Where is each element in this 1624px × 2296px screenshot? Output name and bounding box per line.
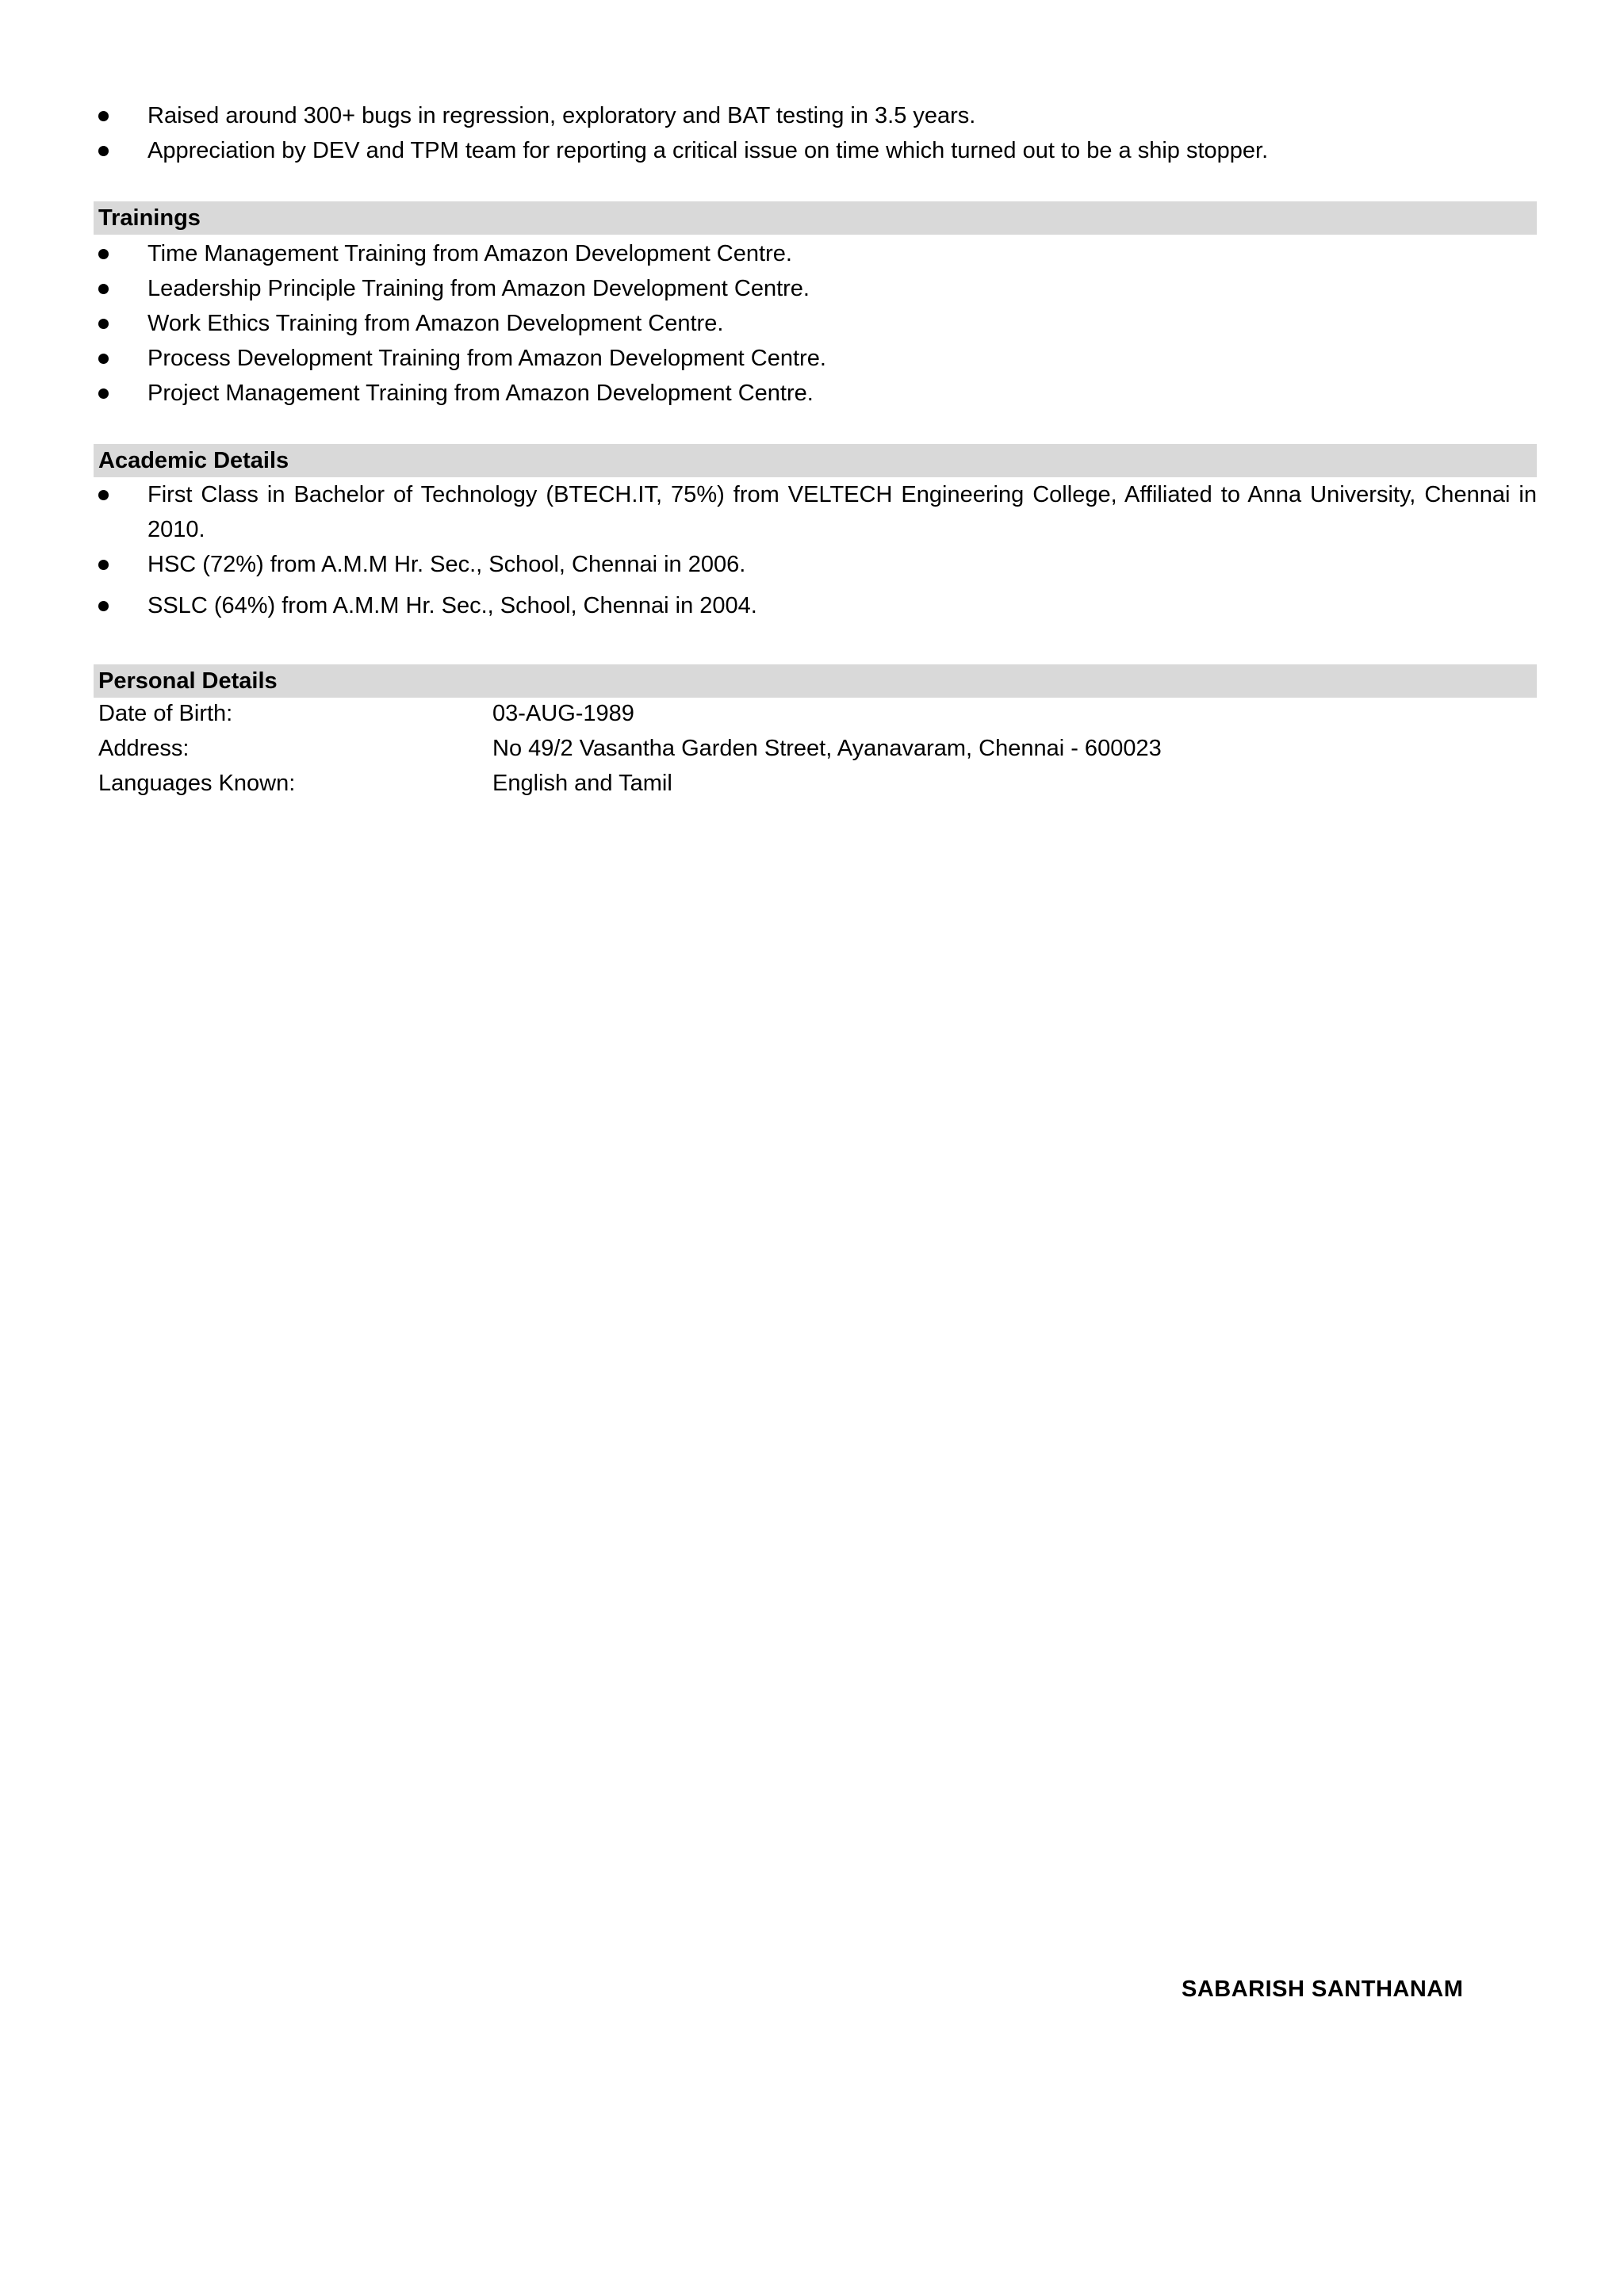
- training-text: Work Ethics Training from Amazon Development Centre.: [147, 311, 724, 336]
- section-title: Personal Details: [98, 668, 278, 694]
- training-text: Project Management Training from Amazon Development Centre.: [147, 381, 814, 406]
- training-text: Process Development Training from Amazon Development Centre.: [147, 346, 826, 371]
- academic-text: First Class in Bachelor of Technology (BTECH.IT, 75%) from VELTECH Engineering College, Affiliated to Anna University, Chennai in 2010.: [147, 482, 1537, 542]
- bullet-icon: [98, 560, 109, 570]
- bullet-icon: [98, 111, 109, 121]
- list-item: [95, 306, 1537, 341]
- detail-value: 03-AUG-1989: [492, 701, 634, 726]
- personal-details-table: [98, 696, 1526, 801]
- trainings-list: [95, 236, 1537, 411]
- bullet-icon: [98, 388, 109, 399]
- detail-value: No 49/2 Vasantha Garden Street, Ayanavaram, Chennai - 600023: [492, 736, 1162, 761]
- list-item: [95, 133, 1537, 168]
- bullet-icon: [98, 354, 109, 364]
- detail-label: Date of Birth:: [98, 701, 233, 726]
- detail-label: Languages Known:: [98, 771, 296, 796]
- academic-text: HSC (72%) from A.M.M Hr. Sec., School, Chennai in 2006.: [147, 552, 746, 577]
- academic-text: SSLC (64%) from A.M.M Hr. Sec., School, Chennai in 2004.: [147, 593, 757, 618]
- training-text: Leadership Principle Training from Amazon Development Centre.: [147, 276, 810, 301]
- bullet-icon: [98, 601, 109, 611]
- list-item: [95, 588, 1537, 623]
- bullet-icon: [98, 249, 109, 259]
- bullet-icon: [98, 490, 109, 500]
- achievements-list: [95, 98, 1537, 168]
- signature-name: SABARISH SANTHANAM: [1182, 1976, 1464, 2002]
- list-item: [95, 376, 1537, 411]
- achievement-text: Appreciation by DEV and TPM team for reporting a critical issue on time which turned out to be a ship stopper.: [147, 138, 1269, 163]
- detail-row: [98, 696, 1526, 731]
- bullet-icon: [98, 146, 109, 156]
- list-item: [95, 341, 1537, 376]
- academic-section-header: [94, 444, 1537, 477]
- academic-list: [95, 477, 1537, 623]
- list-item: [95, 236, 1537, 271]
- detail-value: English and Tamil: [492, 771, 672, 796]
- section-title: Academic Details: [98, 448, 289, 473]
- list-item: [95, 271, 1537, 306]
- detail-label: Address:: [98, 736, 190, 761]
- detail-row: [98, 731, 1526, 766]
- personal-section-header: [94, 664, 1537, 698]
- bullet-icon: [98, 319, 109, 329]
- list-item: [95, 547, 1537, 582]
- detail-row: [98, 766, 1526, 801]
- bullet-icon: [98, 284, 109, 294]
- list-item: [95, 98, 1537, 133]
- trainings-section-header: [94, 201, 1537, 235]
- training-text: Time Management Training from Amazon Development Centre.: [147, 241, 792, 266]
- section-title: Trainings: [98, 205, 201, 231]
- list-item: [95, 477, 1537, 547]
- achievement-text: Raised around 300+ bugs in regression, exploratory and BAT testing in 3.5 years.: [147, 103, 976, 128]
